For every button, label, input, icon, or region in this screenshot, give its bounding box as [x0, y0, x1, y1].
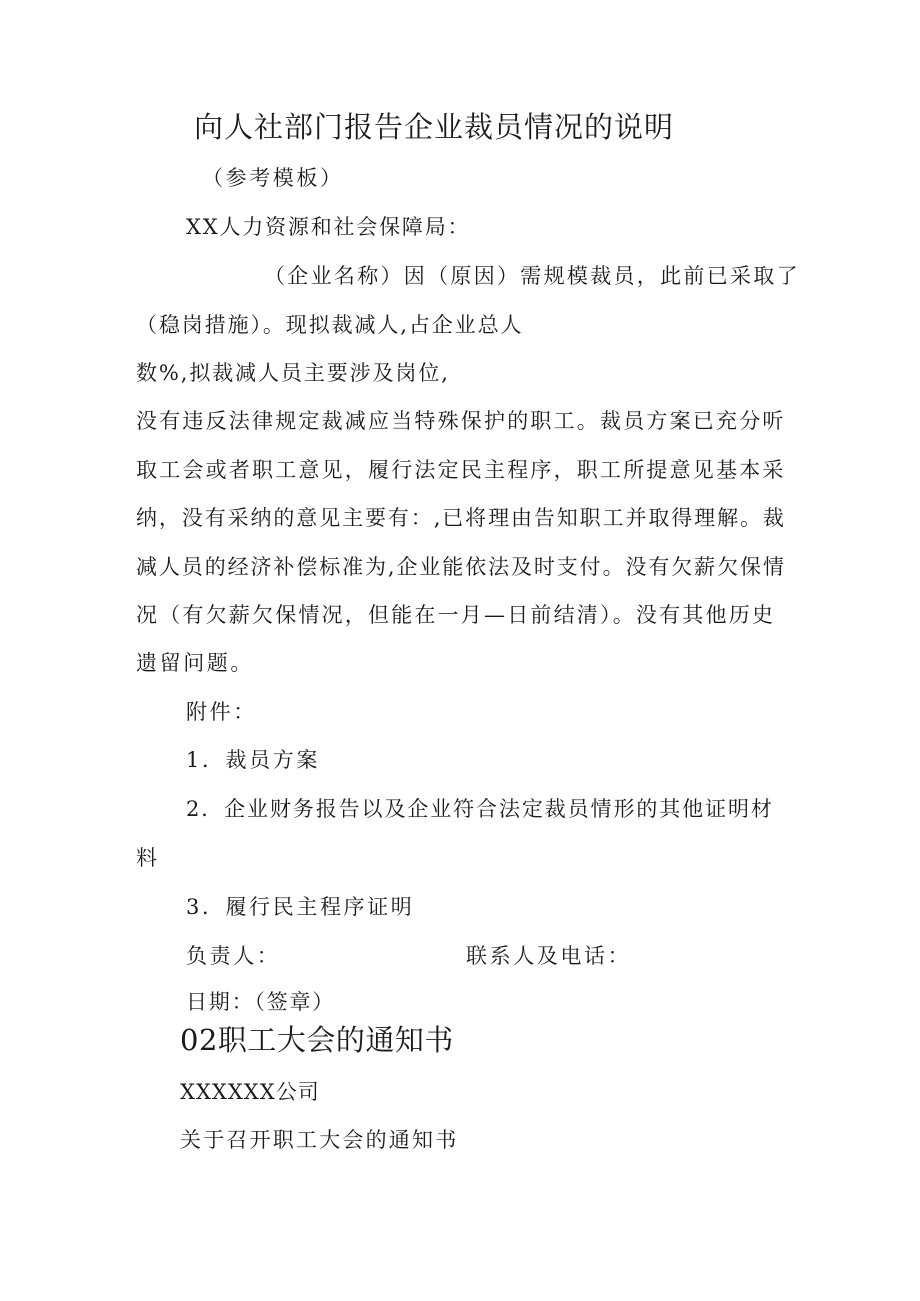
attachment-item-3: 3．履行民主程序证明	[186, 895, 415, 919]
body-line-2: （稳岗措施）。现拟裁减人,占企业总人	[136, 313, 524, 337]
contact-phone-label: 联系人及电话：	[466, 944, 632, 968]
body-line-9: 遗留问题。	[136, 651, 254, 675]
body-line-3: 数%,拟裁减人员主要涉及岗位,	[136, 361, 450, 385]
responsible-person-label: 负责人：	[186, 944, 281, 968]
date-seal-label: 日期：（签章）	[186, 990, 336, 1014]
section-heading: 02职工大会的通知书	[180, 1023, 454, 1057]
attachment-item-1: 1．裁员方案	[186, 748, 320, 772]
attachment-item-2-continued: 料	[136, 846, 160, 870]
body-line-7: 减人员的经济补偿标准为,企业能依法及时支付。没有欠薪欠保情	[136, 555, 786, 579]
addressee: XX人力资源和社会保障局：	[186, 215, 471, 239]
attachment-item-2: 2．企业财务报告以及企业符合法定裁员情形的其他证明材	[186, 797, 774, 821]
company-name: XXXXXX公司	[180, 1080, 320, 1104]
attachments-label: 附件：	[186, 700, 257, 724]
body-line-5: 取工会或者职工意见，履行法定民主程序，职工所提意见基本采	[136, 458, 786, 482]
body-line-1: （企业名称）因（原因）需规模裁员，此前已采取了	[264, 264, 800, 288]
document-subtitle: （参考模板）	[202, 166, 344, 190]
body-line-8: 况（有欠薪欠保情况，但能在一月—日前结清）。没有其他历史	[136, 603, 776, 627]
body-line-6: 纳，没有采纳的意见主要有：,已将理由告知职工并取得理解。裁	[136, 506, 786, 530]
notice-title: 关于召开职工大会的通知书	[180, 1128, 459, 1152]
document-title: 向人社部门报告企业裁员情况的说明	[194, 110, 675, 144]
body-line-4: 没有违反法律规定裁减应当特殊保护的职工。裁员方案已充分听	[136, 409, 786, 433]
